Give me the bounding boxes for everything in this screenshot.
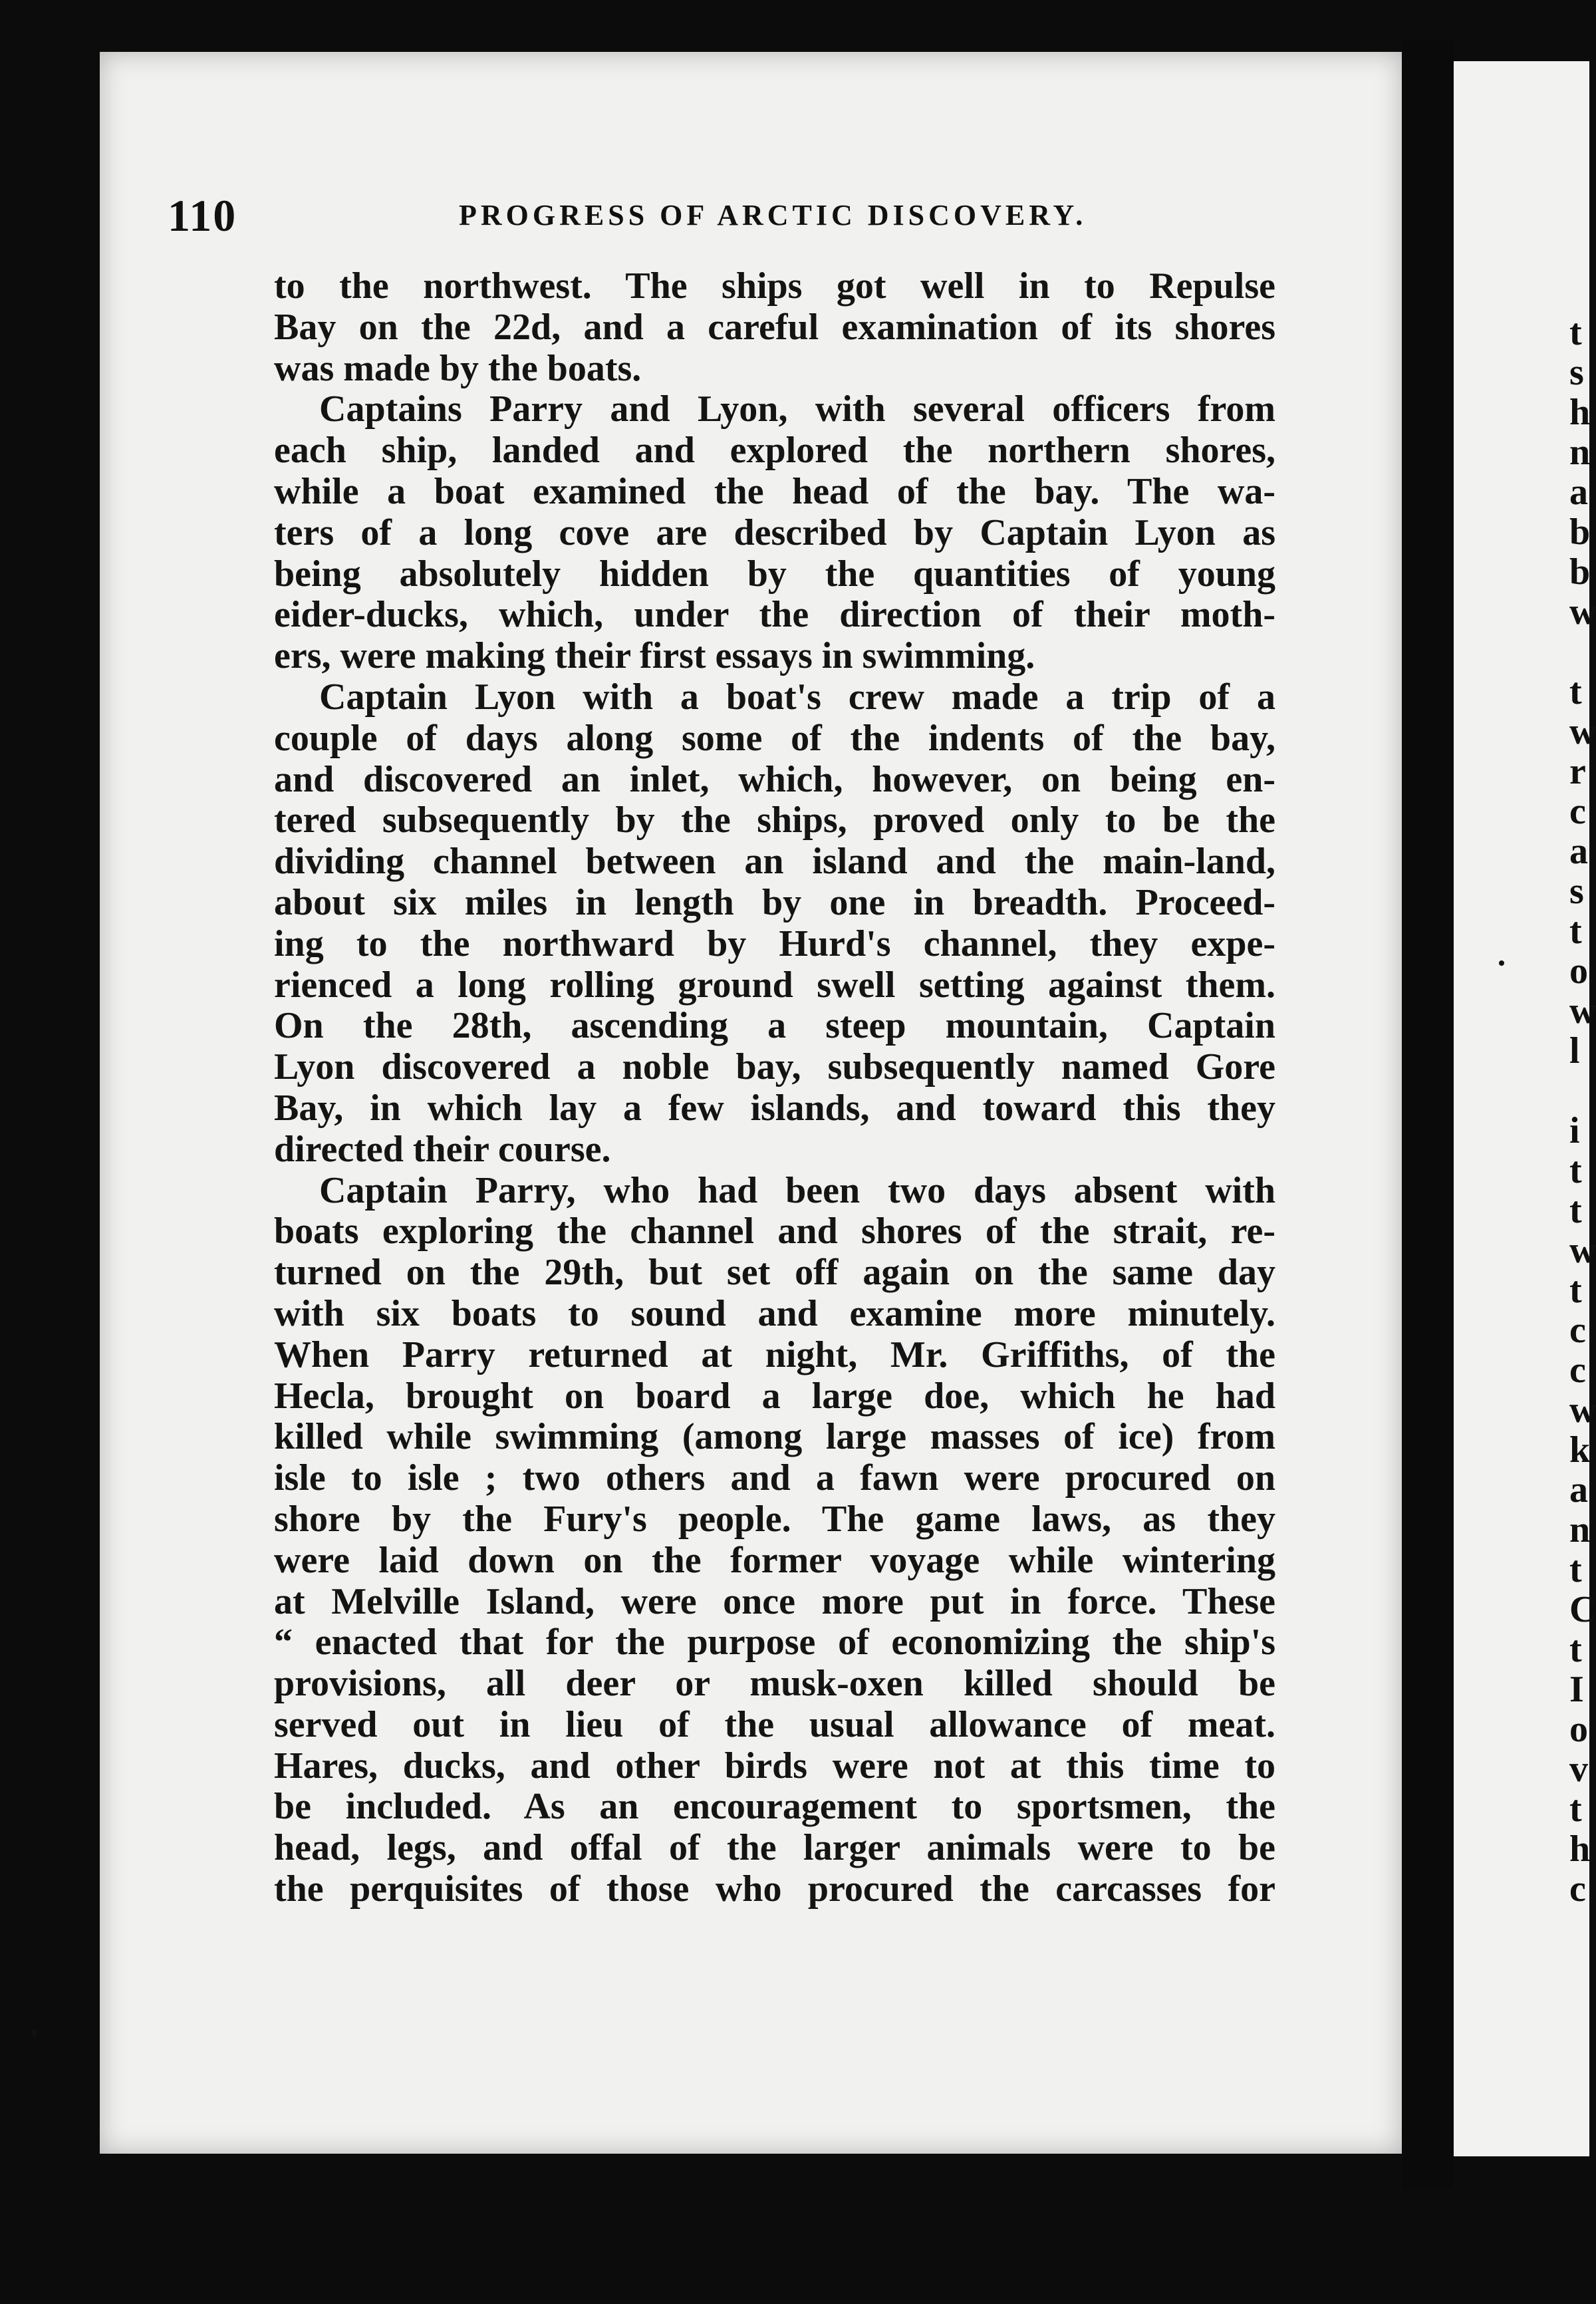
text-line: Bay on the 22d, and a careful examination of its shores xyxy=(274,306,1275,348)
text-line: ing to the northward by Hurd's channel, they expe- xyxy=(274,923,1275,964)
ink-speck xyxy=(32,2029,37,2038)
facing-page-fragment: t xyxy=(1569,911,1582,952)
facing-page-fragment: w xyxy=(1569,591,1596,633)
facing-page-fragment: i xyxy=(1569,1110,1580,1151)
facing-page-fragment: o xyxy=(1569,950,1588,992)
facing-page-fragment: c xyxy=(1569,791,1586,832)
facing-page-fragment: o xyxy=(1569,1709,1588,1750)
text-line: and discovered an inlet, which, however, on being en- xyxy=(274,758,1275,800)
text-line: Captain Parry, who had been two days absent with xyxy=(319,1169,1275,1211)
facing-page-fragment: h xyxy=(1569,392,1591,433)
facing-page-fragment xyxy=(1569,632,1589,672)
facing-page-fragment: t xyxy=(1569,312,1582,353)
facing-page-fragment: n xyxy=(1569,432,1591,473)
facing-page-fragment: s xyxy=(1569,352,1584,393)
facing-page-fragment: r xyxy=(1569,751,1586,792)
text-line: was made by the boats. xyxy=(274,347,642,389)
facing-page-fragment xyxy=(1569,1071,1589,1111)
text-line: isle to isle ; two others and a fawn were procured on xyxy=(274,1457,1275,1499)
text-line: Lyon discovered a noble bay, subsequently named Gore xyxy=(274,1046,1275,1088)
text-line: served out in lieu of the usual allowance of meat. xyxy=(274,1703,1275,1745)
text-line: the perquisites of those who procured the carcasses for xyxy=(274,1868,1275,1910)
text-line: killed while swimming (among large masses of ice) from xyxy=(274,1416,1275,1458)
facing-page-fragment: v xyxy=(1569,1749,1588,1790)
facing-page-fragment: b xyxy=(1569,551,1591,593)
facing-page-fragment: t xyxy=(1569,1190,1582,1231)
text-line: about six miles in length by one in breadth. Proceed- xyxy=(274,881,1275,923)
body-text xyxy=(274,266,1275,1910)
ink-speck xyxy=(1499,960,1504,966)
text-line: couple of days along some of the indents of the bay, xyxy=(274,717,1275,759)
text-line: ers, were making their first essays in swimming. xyxy=(274,635,1035,677)
facing-page-fragment: l xyxy=(1569,1030,1580,1072)
text-line: On the 28th, ascending a steep mountain, Captain xyxy=(274,1005,1275,1047)
text-line: Hecla, brought on board a large doe, which he had xyxy=(274,1375,1275,1417)
running-head-title: PROGRESS OF ARCTIC DISCOVERY. xyxy=(459,199,1087,231)
text-line: dividing channel between an island and the main-land, xyxy=(274,841,1275,883)
facing-page-fragment: t xyxy=(1569,1789,1582,1830)
text-line: directed their course. xyxy=(274,1128,611,1170)
facing-page-fragment: b xyxy=(1569,511,1591,553)
text-line: Hares, ducks, and other birds were not at this time to xyxy=(274,1745,1275,1787)
facing-page-fragment: t xyxy=(1569,1629,1582,1670)
facing-page-fragment: k xyxy=(1569,1429,1591,1471)
facing-page-fragment: C xyxy=(1569,1589,1596,1630)
text-line: boats exploring the channel and shores of the strait, re- xyxy=(274,1211,1275,1252)
text-line: “ enacted that for the purpose of economizing the ship's xyxy=(274,1622,1275,1663)
facing-page-fragment: s xyxy=(1569,871,1584,912)
text-line: were laid down on the former voyage while wintering xyxy=(274,1539,1275,1581)
text-line: be included. As an encouragement to sportsmen, the xyxy=(274,1786,1275,1828)
facing-page-fragment: c xyxy=(1569,1350,1586,1391)
facing-page-fragment: a xyxy=(1569,472,1588,513)
facing-page-fragment: n xyxy=(1569,1509,1591,1550)
text-line: to the northwest. The ships got well in to Repulse xyxy=(274,265,1275,307)
facing-page-fragment: t xyxy=(1569,1150,1582,1191)
text-line: Captains Parry and Lyon, with several officers from xyxy=(319,388,1275,430)
text-line: with six boats to sound and examine more minutely. xyxy=(274,1292,1275,1334)
text-line: rienced a long rolling ground swell setting against them. xyxy=(274,964,1275,1006)
facing-page-fragment: a xyxy=(1569,1469,1588,1511)
page-number: 110 xyxy=(168,190,237,241)
facing-page-fragment: c xyxy=(1569,1868,1586,1910)
facing-page-text-fragments xyxy=(1569,312,1596,1910)
text-line: while a boat examined the head of the bay. The wa- xyxy=(274,470,1275,512)
text-line: provisions, all deer or musk-oxen killed should be xyxy=(274,1663,1275,1705)
facing-page-fragment: w xyxy=(1569,990,1596,1032)
text-line: Bay, in which lay a few islands, and toward this they xyxy=(274,1087,1275,1129)
text-line: shore by the Fury's people. The game laws, as they xyxy=(274,1498,1275,1540)
text-line: each ship, landed and explored the northern shores, xyxy=(274,430,1275,472)
facing-page-fragment: w xyxy=(1569,1389,1596,1431)
text-line: eider-ducks, which, under the direction of their moth- xyxy=(274,594,1275,636)
facing-page-fragment: t xyxy=(1569,671,1582,712)
text-line: head, legs, and offal of the larger animals were to be xyxy=(274,1827,1275,1869)
facing-page-fragment: t xyxy=(1569,1270,1582,1311)
facing-page-fragment: c xyxy=(1569,1310,1586,1351)
text-line: turned on the 29th, but set off again on the same day xyxy=(274,1252,1275,1294)
facing-page-fragment: I xyxy=(1569,1669,1584,1710)
facing-page-fragment: t xyxy=(1569,1549,1582,1590)
text-line: at Melville Island, were once more put in force. These xyxy=(274,1580,1275,1622)
text-line: Captain Lyon with a boat's crew made a trip of a xyxy=(319,676,1275,718)
text-line: ters of a long cove are described by Captain Lyon as xyxy=(274,511,1275,553)
facing-page-fragment: h xyxy=(1569,1828,1591,1870)
text-line: tered subsequently by the ships, proved only to be the xyxy=(274,799,1275,841)
text-line: being absolutely hidden by the quantities of young xyxy=(274,553,1275,595)
facing-page-fragment: w xyxy=(1569,711,1596,752)
text-line: When Parry returned at night, Mr. Griffiths, of the xyxy=(274,1334,1275,1375)
book-gutter xyxy=(1402,40,1454,2188)
facing-page-fragment: w xyxy=(1569,1230,1596,1271)
facing-page-fragment: a xyxy=(1569,831,1588,872)
